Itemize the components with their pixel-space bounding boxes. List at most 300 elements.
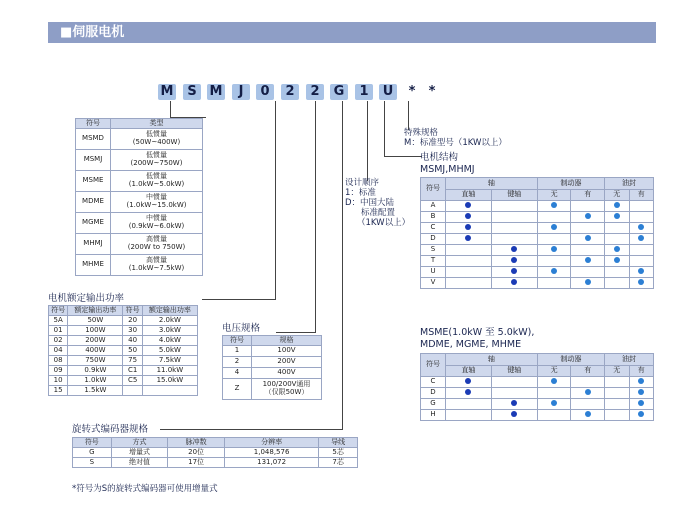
mark-dot xyxy=(614,202,620,208)
structure-cell xyxy=(491,278,537,289)
mark-dot xyxy=(585,279,591,285)
table-row xyxy=(421,377,654,388)
structure-cell xyxy=(491,267,537,278)
structure-cell xyxy=(491,212,537,223)
type-code: MSMD xyxy=(76,129,111,150)
structure-cell xyxy=(571,212,605,223)
encoder-cell: 5芯 xyxy=(319,448,358,458)
mark-dot xyxy=(511,279,517,285)
header-cell: 符号 xyxy=(49,306,68,316)
structure-cell xyxy=(446,223,492,234)
header-cell: 符号 xyxy=(76,119,111,129)
table-row xyxy=(76,171,203,192)
voltage-cell: 4 xyxy=(223,368,252,379)
type-range: (1.0kW~15.0kW) xyxy=(126,201,187,209)
power-cell: 7.5kW xyxy=(142,356,197,366)
model-code-char: 1 xyxy=(355,84,373,100)
structure-code: U xyxy=(421,267,446,278)
design-line: 标准配置 xyxy=(361,208,396,218)
structure-cell xyxy=(629,410,654,421)
power-cell: 02 xyxy=(49,336,68,346)
table-row xyxy=(49,356,198,366)
header-cell: 轴 xyxy=(446,354,538,366)
structure-cell xyxy=(537,212,571,223)
sub-header-cell: 直轴 xyxy=(446,190,492,201)
model-code-char: M xyxy=(158,84,176,100)
structure-cell xyxy=(605,223,629,234)
power-cell: 01 xyxy=(49,326,68,336)
mark-dot xyxy=(638,400,644,406)
type-desc xyxy=(111,192,203,213)
mark-dot xyxy=(614,246,620,252)
power-table xyxy=(48,305,198,396)
structure-cell xyxy=(491,201,537,212)
mark-dot xyxy=(465,213,471,219)
structure-cell xyxy=(605,377,629,388)
type-range: (1.0kW~7.5kW) xyxy=(128,264,185,272)
structure-cell xyxy=(537,267,571,278)
mark-dot xyxy=(551,400,557,406)
voltage-cell: 2 xyxy=(223,357,252,368)
structure-code: G xyxy=(421,399,446,410)
power-cell: 08 xyxy=(49,356,68,366)
model-code-char: * xyxy=(408,84,416,99)
sub-header-cell: 有 xyxy=(571,190,605,201)
table-row xyxy=(73,448,358,458)
mark-dot xyxy=(585,235,591,241)
mark-dot xyxy=(638,389,644,395)
sub-header-cell: 无 xyxy=(537,190,571,201)
design-order xyxy=(345,178,410,228)
power-label: 电机额定输出功率 xyxy=(48,293,125,304)
structure-cell xyxy=(446,278,492,289)
table-row xyxy=(76,192,203,213)
structure-models-label: MSMJ,MHMJ xyxy=(420,164,475,175)
structure-code: T xyxy=(421,256,446,267)
table-row xyxy=(76,255,203,276)
encoder-cell: 7芯 xyxy=(319,458,358,468)
mark-dot xyxy=(614,257,620,263)
structure2-label-2: MDME, MGME, MHME xyxy=(420,339,522,350)
encoder-label: 旋转式编码器规格 xyxy=(72,424,149,435)
encoder-cell: 绝对值 xyxy=(111,458,168,468)
table-row xyxy=(76,129,203,150)
structure-cell xyxy=(446,256,492,267)
table-row xyxy=(223,379,322,400)
header-cell: 类型 xyxy=(111,119,203,129)
design-line: D：中国大陆 xyxy=(345,198,395,208)
mark-dot xyxy=(511,257,517,263)
table-row xyxy=(49,326,198,336)
power-cell: 75 xyxy=(123,356,142,366)
header-cell: 分辨率 xyxy=(224,438,318,448)
header-cell: 油封 xyxy=(605,354,654,366)
structure-cell xyxy=(629,399,654,410)
structure-cell xyxy=(605,234,629,245)
structure-label: 电机结构 xyxy=(420,152,459,163)
table-row xyxy=(76,213,203,234)
sub-header-cell: 键轴 xyxy=(491,190,537,201)
structure-cell xyxy=(537,201,571,212)
type-desc xyxy=(111,129,203,150)
structure-cell xyxy=(537,399,571,410)
type-range: (200W to 750W) xyxy=(127,243,186,251)
type-range: (1.0kW~5.0kW) xyxy=(128,180,185,188)
voltage-cell: 200V xyxy=(252,357,322,368)
model-code-char: J xyxy=(232,84,250,100)
power-cell: 2.0kW xyxy=(142,316,197,326)
table-row xyxy=(223,368,322,379)
structure-cell xyxy=(629,234,654,245)
header-cell: 规格 xyxy=(252,336,322,346)
type-desc xyxy=(111,171,203,192)
mark-dot xyxy=(511,268,517,274)
mark-dot xyxy=(511,400,517,406)
type-code: MHMJ xyxy=(76,234,111,255)
mark-dot xyxy=(551,202,557,208)
design-line: 设计顺序 xyxy=(345,178,380,188)
type-code: MSME xyxy=(76,171,111,192)
mark-dot xyxy=(465,224,471,230)
structure-cell xyxy=(605,278,629,289)
model-code-char: G xyxy=(330,84,348,100)
structure-cell xyxy=(629,388,654,399)
structure-cell xyxy=(571,399,605,410)
type-range: (200W~750W) xyxy=(130,159,183,167)
structure-cell xyxy=(605,267,629,278)
structure-cell xyxy=(446,234,492,245)
sub-header-cell: 无 xyxy=(605,190,629,201)
header-cell: 额定输出功率 xyxy=(68,306,123,316)
header-cell: 符号 xyxy=(123,306,142,316)
structure-cell xyxy=(491,399,537,410)
structure-cell xyxy=(629,278,654,289)
type-range: (0.9kW~6.0kW) xyxy=(128,222,185,230)
sub-header-cell: 键轴 xyxy=(491,366,537,377)
mark-dot xyxy=(465,235,471,241)
encoder-cell: 20位 xyxy=(168,448,225,458)
structure-cell xyxy=(537,410,571,421)
structure-cell xyxy=(446,410,492,421)
mark-dot xyxy=(585,389,591,395)
table-row xyxy=(76,234,203,255)
header-cell: 符号 xyxy=(421,354,446,377)
power-cell: 750W xyxy=(68,356,123,366)
structure-cell xyxy=(571,201,605,212)
structure-cell xyxy=(629,377,654,388)
model-code-char: S xyxy=(183,84,201,100)
mark-dot xyxy=(585,411,591,417)
structure-cell xyxy=(537,223,571,234)
structure-cell xyxy=(571,410,605,421)
structure-cell xyxy=(605,256,629,267)
structure-cell xyxy=(537,388,571,399)
structure-cell xyxy=(491,234,537,245)
power-cell: 20 xyxy=(123,316,142,326)
mark-dot xyxy=(638,411,644,417)
model-code-char: 0 xyxy=(256,84,274,100)
structure-code: D xyxy=(421,234,446,245)
header-cell: 油封 xyxy=(605,178,654,190)
encoder-cell: 17位 xyxy=(168,458,225,468)
power-cell: 0.9kW xyxy=(68,366,123,376)
structure-cell xyxy=(571,256,605,267)
footnote: *符号为S的旋转式编码器可使用增量式 xyxy=(72,484,218,494)
table-row xyxy=(76,150,203,171)
page-title: ■伺服电机 xyxy=(60,25,125,40)
type-desc xyxy=(111,150,203,171)
special-spec xyxy=(404,128,507,148)
design-line: 1：标准 xyxy=(345,188,376,198)
mark-dot xyxy=(511,246,517,252)
special-line: 特殊规格 xyxy=(404,128,439,138)
table-row xyxy=(421,201,654,212)
encoder-table xyxy=(72,437,358,468)
header-cell: 额定输出功率 xyxy=(142,306,197,316)
special-line: M：标准型号（1KW以上） xyxy=(404,138,507,148)
mark-dot xyxy=(511,411,517,417)
mark-dot xyxy=(465,389,471,395)
model-code-char: U xyxy=(379,84,397,100)
structure-cell xyxy=(446,377,492,388)
structure-cell xyxy=(629,245,654,256)
structure-cell xyxy=(537,278,571,289)
table-row xyxy=(421,388,654,399)
header-cell: 轴 xyxy=(446,178,538,190)
structure-cell xyxy=(605,410,629,421)
mark-dot xyxy=(638,268,644,274)
table-row xyxy=(421,256,654,267)
structure-cell xyxy=(446,201,492,212)
sub-header-cell: 有 xyxy=(571,366,605,377)
table-row xyxy=(49,316,198,326)
type-code: MHME xyxy=(76,255,111,276)
table-row xyxy=(49,336,198,346)
power-cell: 100W xyxy=(68,326,123,336)
structure-cell xyxy=(571,388,605,399)
header-bar xyxy=(48,22,656,43)
power-cell: 200W xyxy=(68,336,123,346)
mark-dot xyxy=(638,235,644,241)
sub-header-cell: 有 xyxy=(629,190,654,201)
structure-code: C xyxy=(421,223,446,234)
voltage-label: 电压规格 xyxy=(222,323,261,334)
structure-cell xyxy=(605,201,629,212)
sub-header-cell: 有 xyxy=(629,366,654,377)
structure-cell xyxy=(571,223,605,234)
header-cell: 符号 xyxy=(223,336,252,346)
structure-cell xyxy=(446,245,492,256)
structure-cell xyxy=(629,223,654,234)
power-cell xyxy=(142,386,197,396)
structure-cell xyxy=(446,267,492,278)
table-row xyxy=(421,234,654,245)
voltage-cell: 400V xyxy=(252,368,322,379)
structure-cell xyxy=(571,267,605,278)
structure-cell xyxy=(446,388,492,399)
power-cell: 09 xyxy=(49,366,68,376)
type-inertia: 中惯量 xyxy=(146,193,167,202)
structure-cell xyxy=(571,377,605,388)
structure-cell xyxy=(605,245,629,256)
structure-code: C xyxy=(421,377,446,388)
type-inertia: 中惯量 xyxy=(146,214,167,223)
structure-cell xyxy=(537,245,571,256)
structure-cell xyxy=(571,278,605,289)
structure-table-2 xyxy=(420,353,654,421)
table-row xyxy=(49,346,198,356)
header-cell: 导线 xyxy=(319,438,358,448)
power-cell: 400W xyxy=(68,346,123,356)
power-cell: 5.0kW xyxy=(142,346,197,356)
structure-cell xyxy=(491,388,537,399)
structure-cell xyxy=(446,212,492,223)
table-row xyxy=(421,223,654,234)
mark-dot xyxy=(551,224,557,230)
table-row xyxy=(49,366,198,376)
table-row xyxy=(421,410,654,421)
voltage-cell: 1 xyxy=(223,346,252,357)
table-row xyxy=(73,458,358,468)
type-code: MSMJ xyxy=(76,150,111,171)
structure-code: S xyxy=(421,245,446,256)
header-cell: 脉冲数 xyxy=(168,438,225,448)
header-cell: 方式 xyxy=(111,438,168,448)
mark-dot xyxy=(465,378,471,384)
power-cell: C1 xyxy=(123,366,142,376)
structure-cell xyxy=(537,377,571,388)
type-desc xyxy=(111,255,203,276)
table-row xyxy=(421,399,654,410)
type-desc xyxy=(111,213,203,234)
voltage-cell: Z xyxy=(223,379,252,400)
structure-cell xyxy=(491,256,537,267)
power-cell: 1.0kW xyxy=(68,376,123,386)
table-row xyxy=(223,346,322,357)
mark-dot xyxy=(638,279,644,285)
power-cell: 15.0kW xyxy=(142,376,197,386)
mark-dot xyxy=(551,268,557,274)
header-cell: 制动器 xyxy=(537,178,604,190)
type-range: (50W~400W) xyxy=(132,138,181,146)
type-code: MDME xyxy=(76,192,111,213)
design-line: （1KW以上） xyxy=(357,218,411,228)
sub-header-cell: 无 xyxy=(537,366,571,377)
mark-dot xyxy=(551,378,557,384)
power-cell: 5A xyxy=(49,316,68,326)
table-row xyxy=(421,245,654,256)
power-cell xyxy=(123,386,142,396)
structure-cell xyxy=(571,245,605,256)
structure-cell xyxy=(629,267,654,278)
table-row xyxy=(223,357,322,368)
power-cell: 50W xyxy=(68,316,123,326)
type-inertia: 低惯量 xyxy=(146,130,167,139)
mark-dot xyxy=(638,378,644,384)
power-cell: 40 xyxy=(123,336,142,346)
power-cell: 04 xyxy=(49,346,68,356)
motor-type-table xyxy=(75,118,203,276)
type-desc xyxy=(111,234,203,255)
structure2-label: MSME(1.0kW 至 5.0kW), xyxy=(420,327,535,338)
mark-dot xyxy=(638,224,644,230)
structure-cell xyxy=(571,234,605,245)
structure-cell xyxy=(491,377,537,388)
header-cell: 符号 xyxy=(73,438,112,448)
header-cell: 符号 xyxy=(421,178,446,201)
mark-dot xyxy=(551,246,557,252)
power-cell: C5 xyxy=(123,376,142,386)
voltage-cell: 100V xyxy=(252,346,322,357)
encoder-cell: 增量式 xyxy=(111,448,168,458)
header-cell: 制动器 xyxy=(537,354,604,366)
power-cell: 15 xyxy=(49,386,68,396)
voltage-table xyxy=(222,335,322,400)
type-inertia: 低惯量 xyxy=(146,172,167,181)
power-cell: 3.0kW xyxy=(142,326,197,336)
mark-dot xyxy=(614,213,620,219)
voltage-cell: 100/200V通用 （仅限50W） xyxy=(252,379,322,400)
table-row xyxy=(421,267,654,278)
structure-code: V xyxy=(421,278,446,289)
table-row xyxy=(49,376,198,386)
structure-cell xyxy=(629,256,654,267)
structure-code: H xyxy=(421,410,446,421)
table-row xyxy=(49,386,198,396)
model-code-char: * xyxy=(428,84,436,99)
encoder-cell: 1,048,576 xyxy=(224,448,318,458)
mark-dot xyxy=(585,257,591,263)
table-row xyxy=(421,212,654,223)
structure-cell xyxy=(605,212,629,223)
type-code: MGME xyxy=(76,213,111,234)
type-inertia: 高惯量 xyxy=(146,235,167,244)
mark-dot xyxy=(465,202,471,208)
structure-table-1 xyxy=(420,177,654,289)
structure-cell xyxy=(605,399,629,410)
table-row xyxy=(421,278,654,289)
type-inertia: 高惯量 xyxy=(146,256,167,265)
power-cell: 50 xyxy=(123,346,142,356)
structure-cell xyxy=(491,223,537,234)
type-inertia: 低惯量 xyxy=(146,151,167,160)
power-cell: 30 xyxy=(123,326,142,336)
structure-cell xyxy=(537,256,571,267)
model-code-char: 2 xyxy=(306,84,324,100)
structure-code: A xyxy=(421,201,446,212)
sub-header-cell: 直轴 xyxy=(446,366,492,377)
sub-header-cell: 无 xyxy=(605,366,629,377)
mark-dot xyxy=(585,213,591,219)
structure-cell xyxy=(446,399,492,410)
encoder-cell: G xyxy=(73,448,112,458)
structure-cell xyxy=(605,388,629,399)
encoder-cell: S xyxy=(73,458,112,468)
power-cell: 4.0kW xyxy=(142,336,197,346)
power-cell: 11.0kW xyxy=(142,366,197,376)
model-code-char: 2 xyxy=(281,84,299,100)
structure-cell xyxy=(629,201,654,212)
structure-cell xyxy=(537,234,571,245)
model-code-char: M xyxy=(207,84,225,100)
encoder-cell: 131,072 xyxy=(224,458,318,468)
structure-code: D xyxy=(421,388,446,399)
structure-cell xyxy=(491,245,537,256)
power-cell: 1.5kW xyxy=(68,386,123,396)
structure-cell xyxy=(629,212,654,223)
power-cell: 10 xyxy=(49,376,68,386)
structure-cell xyxy=(491,410,537,421)
